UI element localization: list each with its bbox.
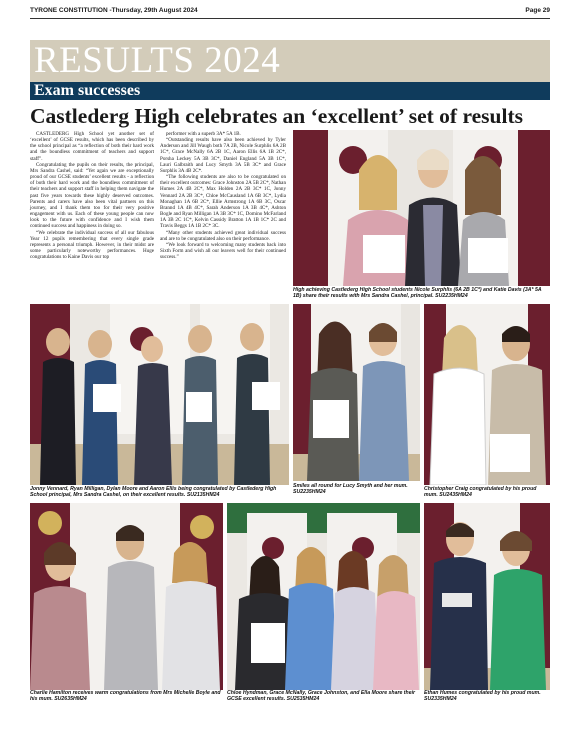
paragraph: “The following students are also to be congratulated on their excellent outcomes: Grace Johnston 2A 5B 2C*, Nathan Humes 2A 4B 2C*, Max Holden 2A 2B 3C* 1C, Jonny Vennard 2A 2B 3C*, Chloe McCausland 1A 6B 3C*, Lydia Monaghan 1A 6B 2C*, Ellie Armstrong 1A 6B 3C, Oscar Brannd 1A 4B 4C*, Sarah Anderson 1A 3B 4C*, Ashton Bogle and Ryan Milligan 1A 3B 3C* 1C, Domino McFarland 1A 3B 2C 1C*, Kelvin Cassidy Bratton 1A 1B 1C* 2C and Travis Beggs 1A 1B 2C* 3C. <box>160 174 286 230</box>
page-number: Page 29 <box>525 7 550 14</box>
paragraph: performer with a superb 3A* 5A 1B. <box>166 131 241 137</box>
caption-bottom-left: Charlie Hamilton receives warm congratulations from Mrs Michelle Boyle and his mum. SU2635HM24 <box>30 690 221 702</box>
caption-bottom-right: Ethan Humes congratulated by his proud mum. SU2335HM24 <box>424 690 541 702</box>
banner-title: RESULTS 2024 <box>34 40 281 81</box>
page-header <box>30 6 550 19</box>
caption-middle-right: Christopher Craig congratulated by his proud mum. SU2435HM24 <box>424 486 537 498</box>
section-bar <box>30 82 550 100</box>
caption-top-right: High achieving Castlederg High School students Nicole Surphlis (6A 2B 1C*) and Katie Davis (3A* 5A 1B) share their results with Mrs Sandra Cashel, principal. SU2235HM24 <box>293 287 542 299</box>
publication-date: TYRONE CONSTITUTION -Thursday, 29th August 2024 <box>30 7 198 14</box>
photo-middle-right <box>424 304 550 485</box>
paragraph: CASTLEDERG High School yet another set of ‘excellent’ of GCSE results, which has been described by the school principal as “a reflection of both their hard work and the boundless commitment of teachers and support staff”. <box>30 131 154 162</box>
paragraph: “We celebrate the individual success of all our fabulous Year 12 pupils remembering that every single grade represents a personal triumph. However, in their midst are some particularly noteworthy performances. Huge congratulations to Kaine Davis our top <box>30 229 154 261</box>
section-title: Exam successes <box>34 82 141 99</box>
paragraph: “Outstanding results have also been achieved by Tyler Anderson and Jill Waugh both 7A 2B, Nicole Surphlis 6A 2B 1C*, Grace McNally 6A 2B 1C, Aaron Ellis 6A 1B 2C*, Porsha Leckey 5A 3B 3C*, Daniel England 5A 3B 1C*, Lauri Galbraith and Lucy Smyth 3A 5B 3C* and Grace Surphlis 3A 4B 2C*. <box>160 137 286 174</box>
results-banner <box>30 40 550 82</box>
article-headline: Castlederg High celebrates an ‘excellent’ set of results <box>30 104 523 128</box>
photo-top-right <box>293 130 550 286</box>
photo-middle-center <box>293 304 420 481</box>
article-column-1 <box>30 131 154 260</box>
article-column-2 <box>160 131 286 260</box>
paragraph: “Many other students achieved great individual success and are to be congratulated also on their performance. <box>160 229 286 242</box>
photo-bottom-left <box>30 503 223 690</box>
paragraph: Congratulating the pupils on their results, the principal, Mrs Sandra Cashel, said: “Yet again we are exceptionally proud of our GCSE students’ excellent results - a reflection of both their hard work and the boundless commitment of their teachers and support staff in helping them navigate the past five years towards these highly deserved outcomes. Parents and carers have also been vital partners on this journey, and I thank them too for their very positive engagement with us. Each of these young people can now look to the future with confidence and I wish them continued success and happiness in doing so. <box>30 161 154 230</box>
photo-bottom-right <box>424 503 550 690</box>
caption-bottom-center: Chloe Hyndman, Grace McNally, Grace Johnston, and Ella Moore share their GCSE excellent results. SU2535HM24 <box>227 690 416 702</box>
caption-middle-center: Smiles all round for Lucy Smyth and her mum. SU2235HM24 <box>293 483 408 495</box>
caption-middle-left: Jonny Vennard, Ryan Milligan, Dylan Moore and Aaron Ellis being congratulated by Castlederg High School principal, Mrs Sandra Cashel, on their excellent results. SU2135HM24 <box>30 486 277 498</box>
photo-bottom-center <box>227 503 420 690</box>
photo-middle-left <box>30 304 289 485</box>
paragraph: “We look forward to welcoming many students back into Sixth Form and wish all our leavers well for their continued success.” <box>160 241 286 261</box>
